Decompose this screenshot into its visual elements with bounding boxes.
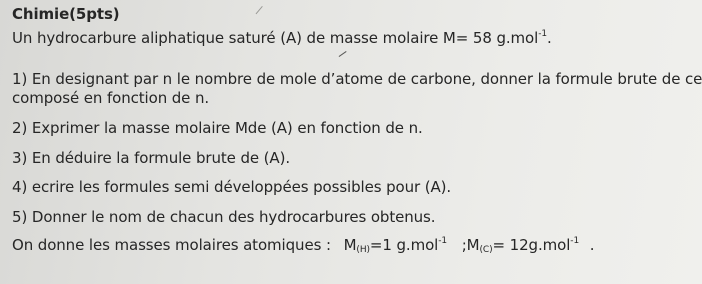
question-3: 3) En déduire la formule brute de (A). <box>12 149 290 167</box>
intro-line <box>12 29 552 47</box>
question-1-line-1: 1) En designant par n le nombre de mole d’atome de carbone, donner la formule brute de ce <box>12 70 702 88</box>
pen-mark-top <box>256 6 263 14</box>
question-4: 4) ecrire les formules semi développées possibles pour (A). <box>12 178 452 196</box>
intro-exponent: -1 <box>538 29 547 39</box>
final-period: . <box>589 236 595 254</box>
mc-subscript: (C) <box>479 245 493 255</box>
question-1-line-2: composé en fonction de n. <box>12 89 210 107</box>
molar-masses-prefix: On donne les masses molaires atomiques : <box>12 236 331 254</box>
separator: ;M <box>461 236 480 254</box>
mh-subscript: (H) <box>356 245 370 255</box>
mh-value: =1 g.mol <box>369 236 439 254</box>
molar-masses-line <box>12 236 594 255</box>
intro-end: . <box>547 29 552 47</box>
intro-text: Un hydrocarbure aliphatique saturé (A) de masse molaire M= 58 g.mol <box>12 29 539 47</box>
mh-exponent: -1 <box>438 236 448 246</box>
mc-value: = 12g.mol <box>492 236 571 254</box>
mh-symbol: M <box>343 236 357 254</box>
mc-exponent: -1 <box>570 236 580 246</box>
question-2: 2) Exprimer la masse molaire Mde (A) en fonction de n. <box>12 119 423 137</box>
exercise-title: Chimie(5pts) <box>12 5 120 23</box>
question-5: 5) Donner le nom de chacun des hydrocarbures obtenus. <box>12 208 436 226</box>
pen-mark-middle <box>339 51 347 57</box>
